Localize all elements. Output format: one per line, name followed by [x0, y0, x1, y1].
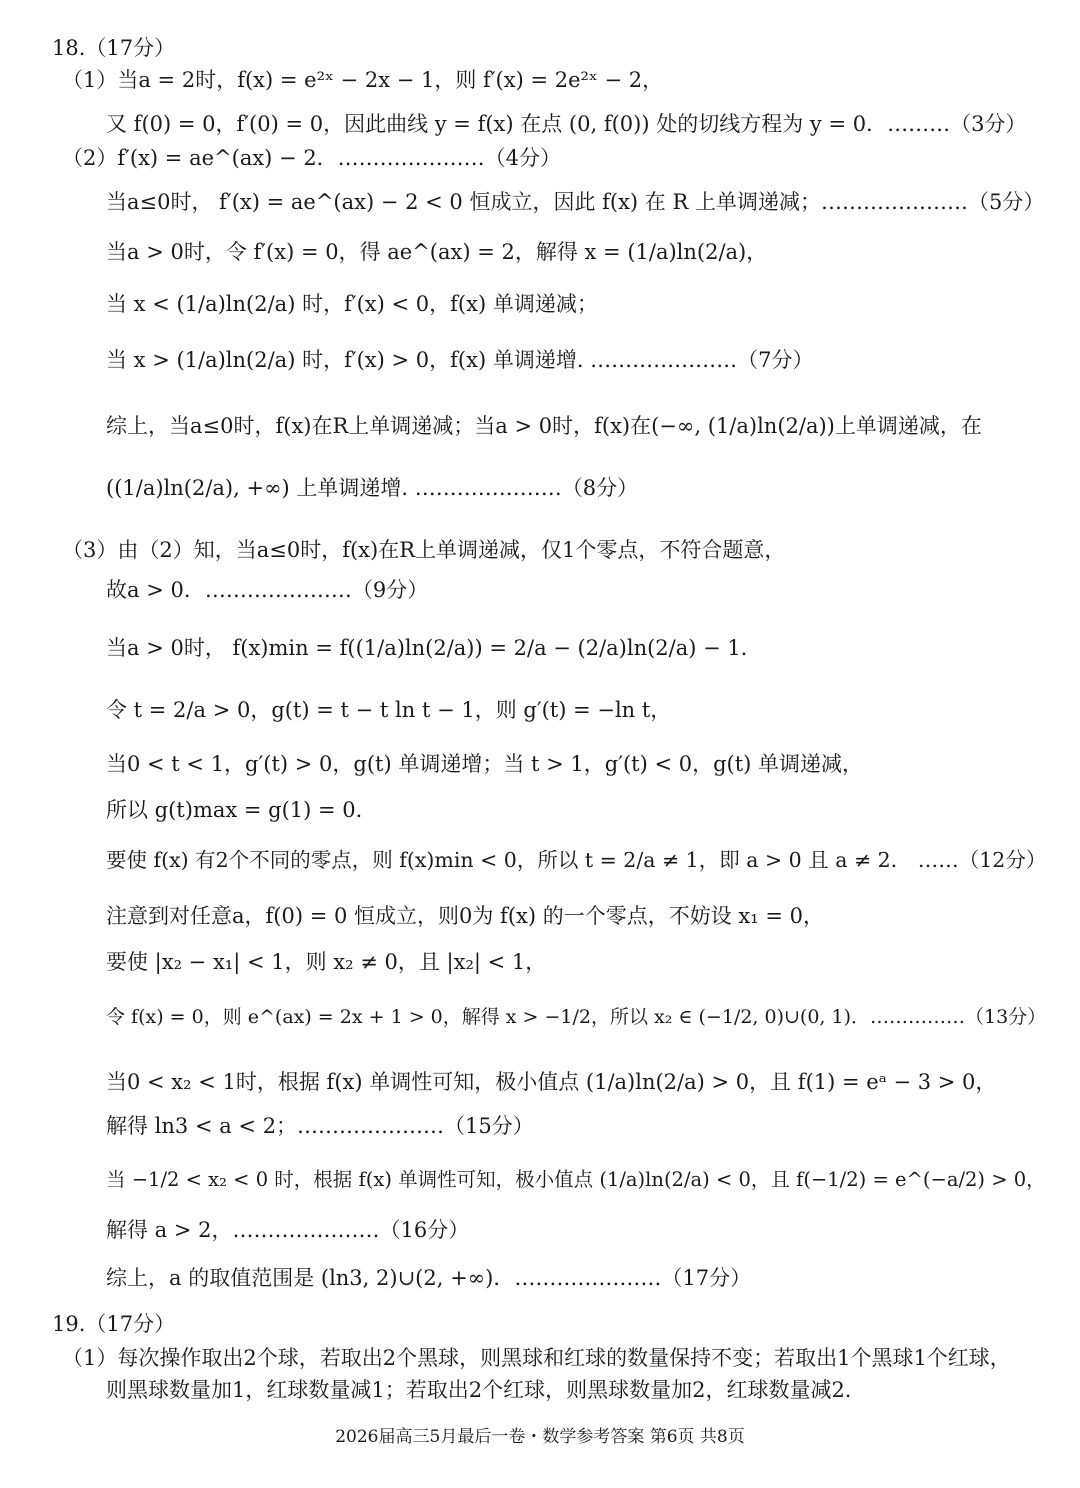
text-line: 要使 f(x) 有2个不同的零点，则 f(x)min < 0，所以 t = 2/a ≠ 1，即 a > 0 且 a ≠ 2． ……（12分） — [106, 848, 1047, 872]
text-line: 18.（17分） — [52, 36, 176, 60]
text-line: 令 f(x) = 0，则 e^(ax) = 2x + 1 > 0，解得 x > −1/2，所以 x₂ ∈ (−1/2, 0)∪(0, 1)．……………（13分） — [106, 1006, 1047, 1028]
text-line: 当 x < (1/a)ln(2/a) 时，f′(x) < 0，f(x) 单调递减； — [106, 292, 598, 316]
text-line: 要使 |x₂ − x₁| < 1，则 x₂ ≠ 0，且 |x₂| < 1， — [106, 950, 547, 974]
text-line: 注意到对任意a，f(0) = 0 恒成立，则0为 f(x) 的一个零点，不妨设 x₁ = 0， — [106, 904, 824, 928]
text-line: 当0 < x₂ < 1时，根据 f(x) 单调性可知，极小值点 (1/a)ln(2/a) > 0，且 f(1) = eᵃ − 3 > 0， — [106, 1070, 997, 1094]
text-line: 所以 g(t)max = g(1) = 0． — [106, 798, 377, 822]
text-line: 当a > 0时，令 f′(x) = 0，得 ae^(ax) = 2，解得 x = (1/a)ln(2/a)， — [106, 240, 768, 264]
text-line: 解得 ln3 < a < 2；…………………（15分） — [106, 1114, 534, 1138]
text-line: 综上，a 的取值范围是 (ln3, 2)∪(2, +∞)．…………………（17分） — [106, 1266, 752, 1290]
text-line: 当0 < t < 1，g′(t) > 0，g(t) 单调递增；当 t > 1，g′(t) < 0，g(t) 单调递减， — [106, 752, 864, 776]
text-line: 故a > 0．…………………（9分） — [106, 578, 429, 602]
text-line: 综上，当a≤0时，f(x)在R上单调递减；当a > 0时，f(x)在(−∞, (1/a)ln(2/a))上单调递减，在 — [106, 414, 982, 438]
text-line: 当a > 0时， f(x)min = f((1/a)ln(2/a)) = 2/a − (2/a)ln(2/a) − 1． — [106, 636, 762, 660]
text-line: 令 t = 2/a > 0，g(t) = t − t ln t − 1，则 g′(t) = −ln t， — [106, 698, 672, 722]
text-line: 19.（17分） — [52, 1312, 176, 1336]
text-line: （2）f′(x) = ae^(ax) − 2．…………………（4分） — [62, 146, 562, 170]
text-line: （3）由（2）知，当a≤0时，f(x)在R上单调递减，仅1个零点，不符合题意， — [62, 538, 786, 562]
text-line: 当a≤0时， f′(x) = ae^(ax) − 2 < 0 恒成立，因此 f(x) 在 R 上单调递减；…………………（5分） — [106, 190, 1045, 214]
text-line: 则黑球数量加1，红球数量减1；若取出2个红球，则黑球数量加2，红球数量减2. — [106, 1378, 852, 1402]
text-line: ((1/a)ln(2/a), +∞) 上单调递增. …………………（8分） — [106, 476, 639, 500]
text-line: 当 −1/2 < x₂ < 0 时，根据 f(x) 单调性可知，极小值点 (1/a)ln(2/a) < 0，且 f(−1/2) = e^(−a/2) > 0， — [106, 1168, 1046, 1191]
text-line: 当 x > (1/a)ln(2/a) 时，f′(x) > 0，f(x) 单调递增. …………………（7分） — [106, 348, 814, 372]
text-line: （1）每次操作取出2个球，若取出2个黑球，则黑球和红球的数量保持不变；若取出1个黑球1个红球， — [62, 1346, 1011, 1370]
page-footer: 2026届高三5月最后一卷・数学参考答案 第6页 共8页 — [335, 1427, 745, 1447]
text-line: （1）当a = 2时，f(x) = e²ˣ − 2x − 1，则 f′(x) = 2e²ˣ − 2， — [62, 68, 664, 92]
text-line: 又 f(0) = 0，f′(0) = 0，因此曲线 y = f(x) 在点 (0, f(0)) 处的切线方程为 y = 0．………（3分） — [106, 112, 1027, 136]
text-line: 解得 a > 2，…………………（16分） — [106, 1218, 470, 1242]
